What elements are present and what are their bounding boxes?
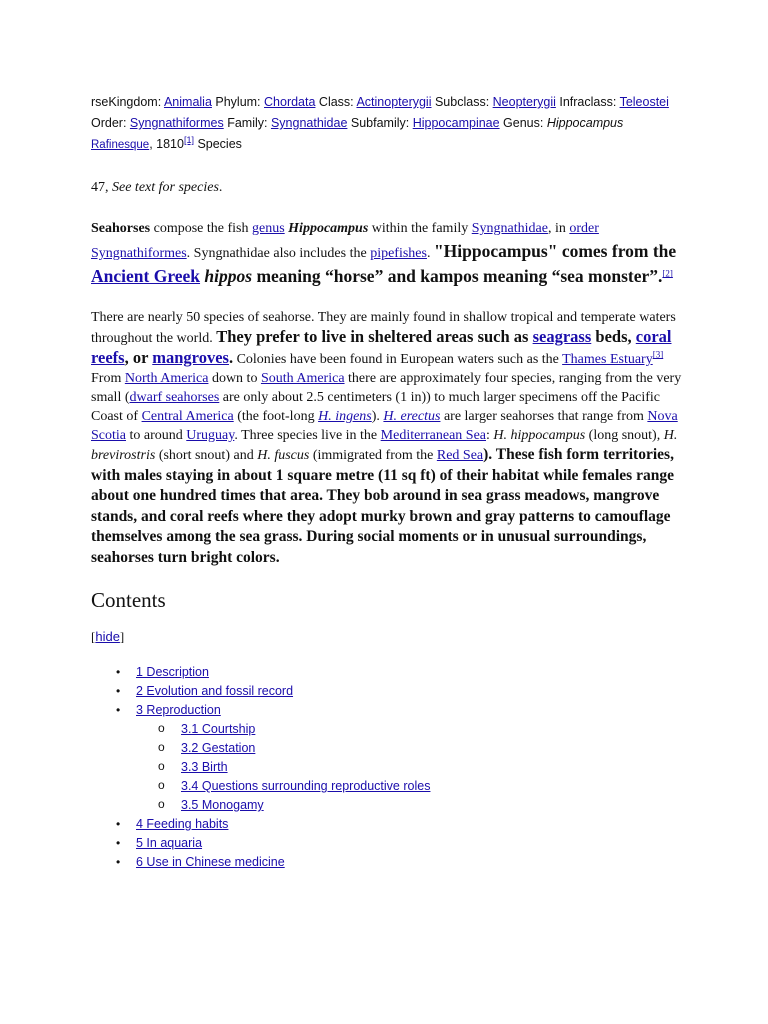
toc-item xyxy=(91,682,691,701)
body-text-2: Colonies have been found in European waters such as the xyxy=(233,352,563,367)
intro-text-1: compose the fish xyxy=(150,221,252,236)
intro-text-6: . Syngnathidae also includes the xyxy=(186,246,371,261)
intro-text-3: within the family xyxy=(368,221,472,236)
north-america-link[interactable]: North America xyxy=(124,371,209,386)
body-text-4: down to xyxy=(208,371,261,386)
toc-link[interactable]: 3.5 Monogamy xyxy=(181,798,264,812)
h-erectus-link[interactable] xyxy=(383,409,440,424)
body-text-10: to around xyxy=(126,428,187,443)
body-text-9: are larger seahorses that range from xyxy=(440,409,648,424)
circle-bullet-icon: o xyxy=(158,778,165,792)
toc-item xyxy=(91,758,691,777)
intro-text-4: , in xyxy=(547,221,570,236)
family-link[interactable]: Syngnathidae xyxy=(270,116,348,130)
circle-bullet-icon: o xyxy=(158,759,165,773)
hide-bracket-close: ] xyxy=(119,629,125,644)
circle-bullet-icon: o xyxy=(158,797,165,811)
family-label: Family: xyxy=(223,116,271,130)
body-text-11: . Three species live in the xyxy=(234,428,381,443)
toc-item xyxy=(91,834,691,853)
toc-link[interactable]: 3 Reproduction xyxy=(136,703,221,717)
genus-link[interactable]: genus xyxy=(252,221,285,236)
body-text-15: (immigrated from the xyxy=(309,448,437,463)
ref-1-link[interactable]: [1] xyxy=(183,134,194,145)
uruguay-link[interactable]: Uruguay xyxy=(186,428,235,443)
toc-link[interactable]: 6 Use in Chinese medicine xyxy=(136,855,285,869)
body-text-13: (long snout), xyxy=(585,428,664,443)
red-sea-link[interactable]: Red Sea xyxy=(436,448,484,463)
etymology-bold-3: meaning “horse” and kampos meaning “sea monster”. xyxy=(252,266,663,286)
subclass-label: Subclass: xyxy=(431,95,493,109)
seahorses-term: Seahorses xyxy=(91,221,151,236)
species-count: 47, xyxy=(91,180,112,195)
intro-paragraph xyxy=(91,218,691,290)
toc-link[interactable]: 4 Feeding habits xyxy=(136,817,229,831)
article-page xyxy=(91,92,691,872)
hide-bracket-open: [ xyxy=(91,629,96,644)
contents-heading: Contents xyxy=(91,588,166,612)
phylum-label: Phylum: xyxy=(211,95,265,109)
taxonomy-block xyxy=(91,92,691,156)
toc-link[interactable]: 3.1 Courtship xyxy=(181,722,256,736)
toc-link[interactable]: 1 Description xyxy=(136,665,209,679)
toc-link[interactable]: 3.2 Gestation xyxy=(181,741,256,755)
kingdom-link[interactable]: Animalia xyxy=(163,95,212,109)
table-of-contents xyxy=(91,663,691,872)
central-america-link[interactable]: Central America xyxy=(141,409,234,424)
seagrass-link[interactable]: seagrass xyxy=(532,327,592,346)
bullet-icon: • xyxy=(116,855,121,869)
body-bold-3: , or xyxy=(124,348,153,367)
dwarf-seahorses-link[interactable]: dwarf seahorses xyxy=(129,390,220,405)
h-brevirostris-text: H. brevirostris xyxy=(91,428,678,463)
body-text-8: ). xyxy=(371,409,384,424)
genus-name: Hippocampus xyxy=(546,116,624,130)
species-count-line: 47, See text for species. xyxy=(91,180,223,195)
pipefishes-link[interactable]: pipefishes xyxy=(370,246,427,261)
hide-toggle-link[interactable]: hide xyxy=(95,629,120,644)
intro-text-7: . xyxy=(426,246,434,261)
species-note: See text for species xyxy=(112,180,219,195)
infraclass-link[interactable]: Teleostei xyxy=(619,95,669,109)
h-erectus-text: H. erectus xyxy=(383,409,441,424)
syngnathidae-link[interactable]: Syngnathidae xyxy=(471,221,548,236)
genus-label: Genus: xyxy=(499,116,547,130)
toc-item xyxy=(91,701,691,720)
body-text-3: From xyxy=(91,371,125,386)
mangroves-link[interactable]: mangroves xyxy=(152,348,229,367)
hide-toggle-line xyxy=(91,629,691,645)
bullet-icon: • xyxy=(116,836,121,850)
coral-reefs-link[interactable]: coral reefs xyxy=(91,327,672,367)
body-bold-4: . xyxy=(228,348,234,367)
etymology-bold-1: "Hippocampus" comes from the xyxy=(433,241,677,261)
hippocampus-term: Hippocampus xyxy=(288,221,369,236)
taxonomy-prefix: rseKingdom: xyxy=(91,95,164,109)
bullet-icon: • xyxy=(116,817,121,831)
ref-3-link[interactable]: [3] xyxy=(652,349,664,360)
h-hippocampus-text: H. hippocampus xyxy=(493,428,586,443)
h-fuscus-text: H. fuscus xyxy=(257,448,310,463)
body-bold-1: They prefer to live in sheltered areas such as xyxy=(216,327,533,346)
bullet-icon: • xyxy=(116,684,121,698)
body-text-7: (the foot-long xyxy=(233,409,319,424)
subfamily-label: Subfamily: xyxy=(347,116,413,130)
body-text-1: There are nearly 50 species of seahorse. They are mainly found in shallow tropical and temperate waters throughout the world. xyxy=(91,310,676,346)
thames-estuary-link[interactable]: Thames Estuary xyxy=(562,352,653,367)
toc-link[interactable]: 3.4 Questions surrounding reproductive roles xyxy=(181,779,431,793)
subfamily-link[interactable]: Hippocampinae xyxy=(412,116,500,130)
order-text-link[interactable]: order xyxy=(569,221,599,236)
infraclass-label: Infraclass: xyxy=(555,95,620,109)
body-text-12: : xyxy=(486,428,494,443)
ancient-greek-link[interactable]: Ancient Greek xyxy=(91,266,201,286)
body-bold-2: beds, xyxy=(591,327,636,346)
toc-item xyxy=(91,815,691,834)
species-label: Species xyxy=(193,137,242,151)
toc-link[interactable]: 2 Evolution and fossil record xyxy=(136,684,294,698)
author-link[interactable]: Rafinesque xyxy=(91,139,150,151)
class-link[interactable]: Actinopterygii xyxy=(356,95,432,109)
body-text-5: there are approximately four species, ranging from the very small ( xyxy=(91,371,682,405)
phylum-link[interactable]: Chordata xyxy=(264,95,316,109)
toc-item xyxy=(91,777,691,796)
toc-item xyxy=(91,853,691,872)
body-text-6: are only about 2.5 centimeters (1 in)) to much larger specimens off the Pacific Coast of xyxy=(91,390,661,424)
toc-item xyxy=(91,739,691,758)
syngnathiformes-text-link[interactable]: Syngnathiformes xyxy=(91,246,187,261)
class-label: Class: xyxy=(315,95,357,109)
south-america-link[interactable]: South America xyxy=(260,371,345,386)
toc-link[interactable]: 3.3 Birth xyxy=(181,760,228,774)
mediterranean-sea-link[interactable]: Mediterranean Sea xyxy=(380,428,486,443)
circle-bullet-icon: o xyxy=(158,740,165,754)
order-link[interactable]: Syngnathiformes xyxy=(129,116,224,130)
toc-item xyxy=(91,663,691,682)
body-text-14: (short snout) and xyxy=(155,448,258,463)
ref-2-link[interactable]: [2] xyxy=(662,268,673,279)
bullet-icon: • xyxy=(116,703,121,717)
bullet-icon: • xyxy=(116,665,121,679)
hippos-term: hippos xyxy=(204,266,253,286)
body-paragraph xyxy=(91,308,691,568)
toc-item xyxy=(91,720,691,739)
year-text: , 1810 xyxy=(149,137,184,151)
toc-link[interactable]: 5 In aquaria xyxy=(136,836,203,850)
circle-bullet-icon: o xyxy=(158,721,165,735)
nova-scotia-link[interactable]: Nova Scotia xyxy=(91,409,678,443)
h-ingens-link[interactable] xyxy=(318,409,372,424)
toc-item xyxy=(91,796,691,815)
order-label: Order: xyxy=(91,116,130,130)
subclass-link[interactable]: Neopterygii xyxy=(492,95,556,109)
h-ingens-text: H. ingens xyxy=(318,409,372,424)
body-bold-territories: ). These fish form territories, with males staying in about 1 square metre (11 sq ft) of their habitat while females range about one hundred times that area. They bob around in sea grass meadows, mangrove stands, and coral reefs where they adopt murky brown and gray patterns to camouflage themselves among the sea grass. During social moments or in unusual surroundings, seahorses turn bright colors. xyxy=(91,446,674,566)
